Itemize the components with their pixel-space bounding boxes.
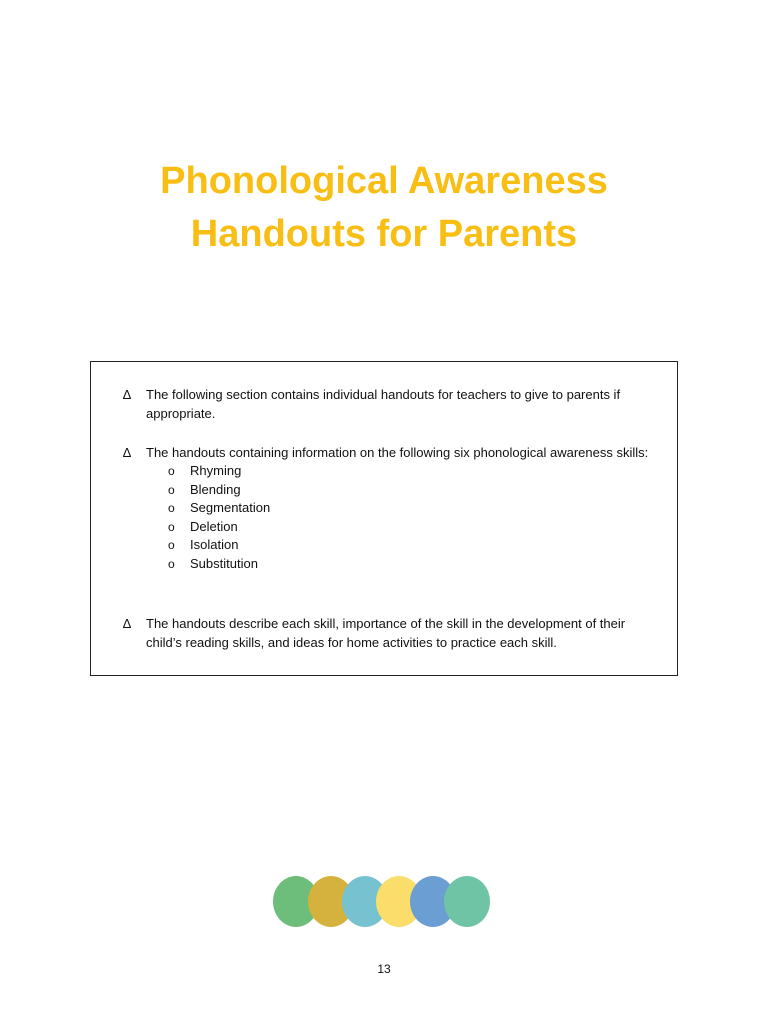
bullet-text-1: The following section contains individual handouts for teachers to give to parents if appropriate. [146,387,621,421]
triangle-bullet-icon: ∆ [123,445,131,460]
skill-item: o Substitution [168,555,663,574]
circle-bullet-icon: o [168,501,175,516]
skill-item: o Blending [168,481,663,500]
bullet-item-3 [123,614,663,652]
circle-bullet-icon: o [168,482,175,497]
title-line-2: Handouts for Parents [190,213,578,255]
page-number: 13 [377,962,391,976]
info-box [90,361,678,676]
circle-bullet-icon: o [168,464,175,478]
bullet-text-3: The handouts describe each skill, importance of the skill in the development of their child’s reading skills, and ideas for home activities to practice each skill. [146,616,626,650]
page-title [0,155,768,261]
triangle-bullet-icon: ∆ [123,387,131,402]
bullet-text-2: The handouts containing information on the following six phonological awareness skills: [146,445,649,460]
circle-bullet-icon: o [168,556,175,571]
skill-item: o Rhyming [168,462,663,481]
circle-bullet-icon: o [168,538,175,553]
skill-item: o Segmentation [168,499,663,518]
bullet-item-2 [123,443,663,574]
skills-list [168,462,663,574]
circle-decoration-icon [444,876,490,927]
decorative-circles [273,874,493,930]
skill-item: o Deletion [168,518,663,537]
circle-bullet-icon: o [168,519,175,534]
title-line-1: Phonological Awareness [160,160,608,202]
bullet-item-1 [123,385,663,423]
skill-item: o Isolation [168,536,663,555]
triangle-bullet-icon: ∆ [123,616,131,631]
